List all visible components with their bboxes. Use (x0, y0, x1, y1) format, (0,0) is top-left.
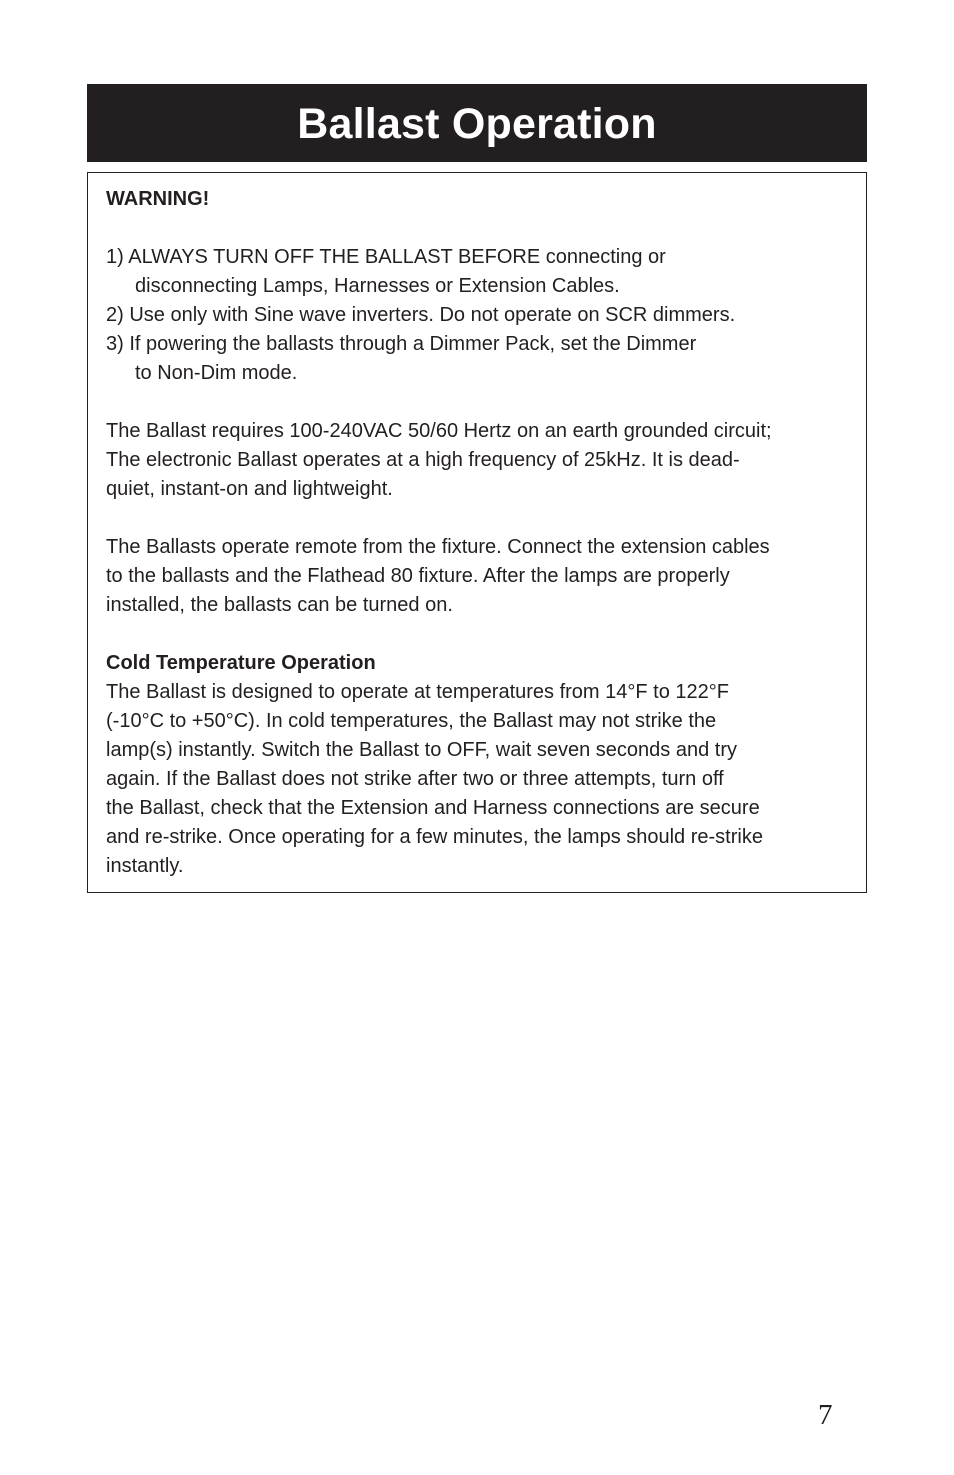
warning-item-line: 2) Use only with Sine wave inverters. Do not operate on SCR dimmers. (106, 304, 736, 326)
warning-heading: WARNING! (106, 188, 210, 210)
paragraph-line: The Ballasts operate remote from the fixture. Connect the extension cables (106, 536, 770, 558)
content-box (87, 172, 867, 893)
paragraph-line: to the ballasts and the Flathead 80 fixture. After the lamps are properly (106, 565, 730, 587)
paragraph-line: and re-strike. Once operating for a few minutes, the lamps should re-strike (106, 826, 763, 848)
paragraph-line: The Ballast requires 100-240VAC 50/60 Hertz on an earth grounded circuit; (106, 420, 772, 442)
warning-item-line: 3) If powering the ballasts through a Dimmer Pack, set the Dimmer (106, 333, 697, 355)
section-cold-temperature (106, 649, 846, 881)
warning-item-line: to Non-Dim mode. (135, 362, 298, 384)
warning-item-3 (106, 330, 846, 388)
paragraph-line: the Ballast, check that the Extension and Harness connections are secure (106, 797, 760, 819)
paragraph-line: again. If the Ballast does not strike after two or three attempts, turn off (106, 768, 724, 790)
paragraph-line: The Ballast is designed to operate at temperatures from 14°F to 122°F (106, 681, 729, 703)
paragraph-line: (-10°C to +50°C). In cold temperatures, the Ballast may not strike the (106, 710, 717, 732)
warning-item-line: 1) ALWAYS TURN OFF THE BALLAST BEFORE connecting or (106, 246, 666, 268)
paragraph-power-requirements (106, 417, 846, 504)
section-heading: Cold Temperature Operation (106, 652, 376, 674)
content-text (106, 185, 846, 881)
page-number: 7 (818, 1399, 833, 1431)
paragraph-line: installed, the ballasts can be turned on. (106, 594, 453, 616)
warning-item-2 (106, 301, 846, 330)
page-title: Ballast Operation (297, 99, 657, 148)
warning-item-1 (106, 243, 846, 301)
paragraph-line: The electronic Ballast operates at a high frequency of 25kHz. It is dead- (106, 449, 740, 471)
paragraph-line: instantly. (106, 855, 184, 877)
page-title-bar (87, 84, 867, 162)
warning-item-line: disconnecting Lamps, Harnesses or Extension Cables. (135, 275, 620, 297)
paragraph-line: lamp(s) instantly. Switch the Ballast to OFF, wait seven seconds and try (106, 739, 737, 761)
paragraph-line: quiet, instant-on and lightweight. (106, 478, 393, 500)
paragraph-remote-operation (106, 533, 846, 620)
